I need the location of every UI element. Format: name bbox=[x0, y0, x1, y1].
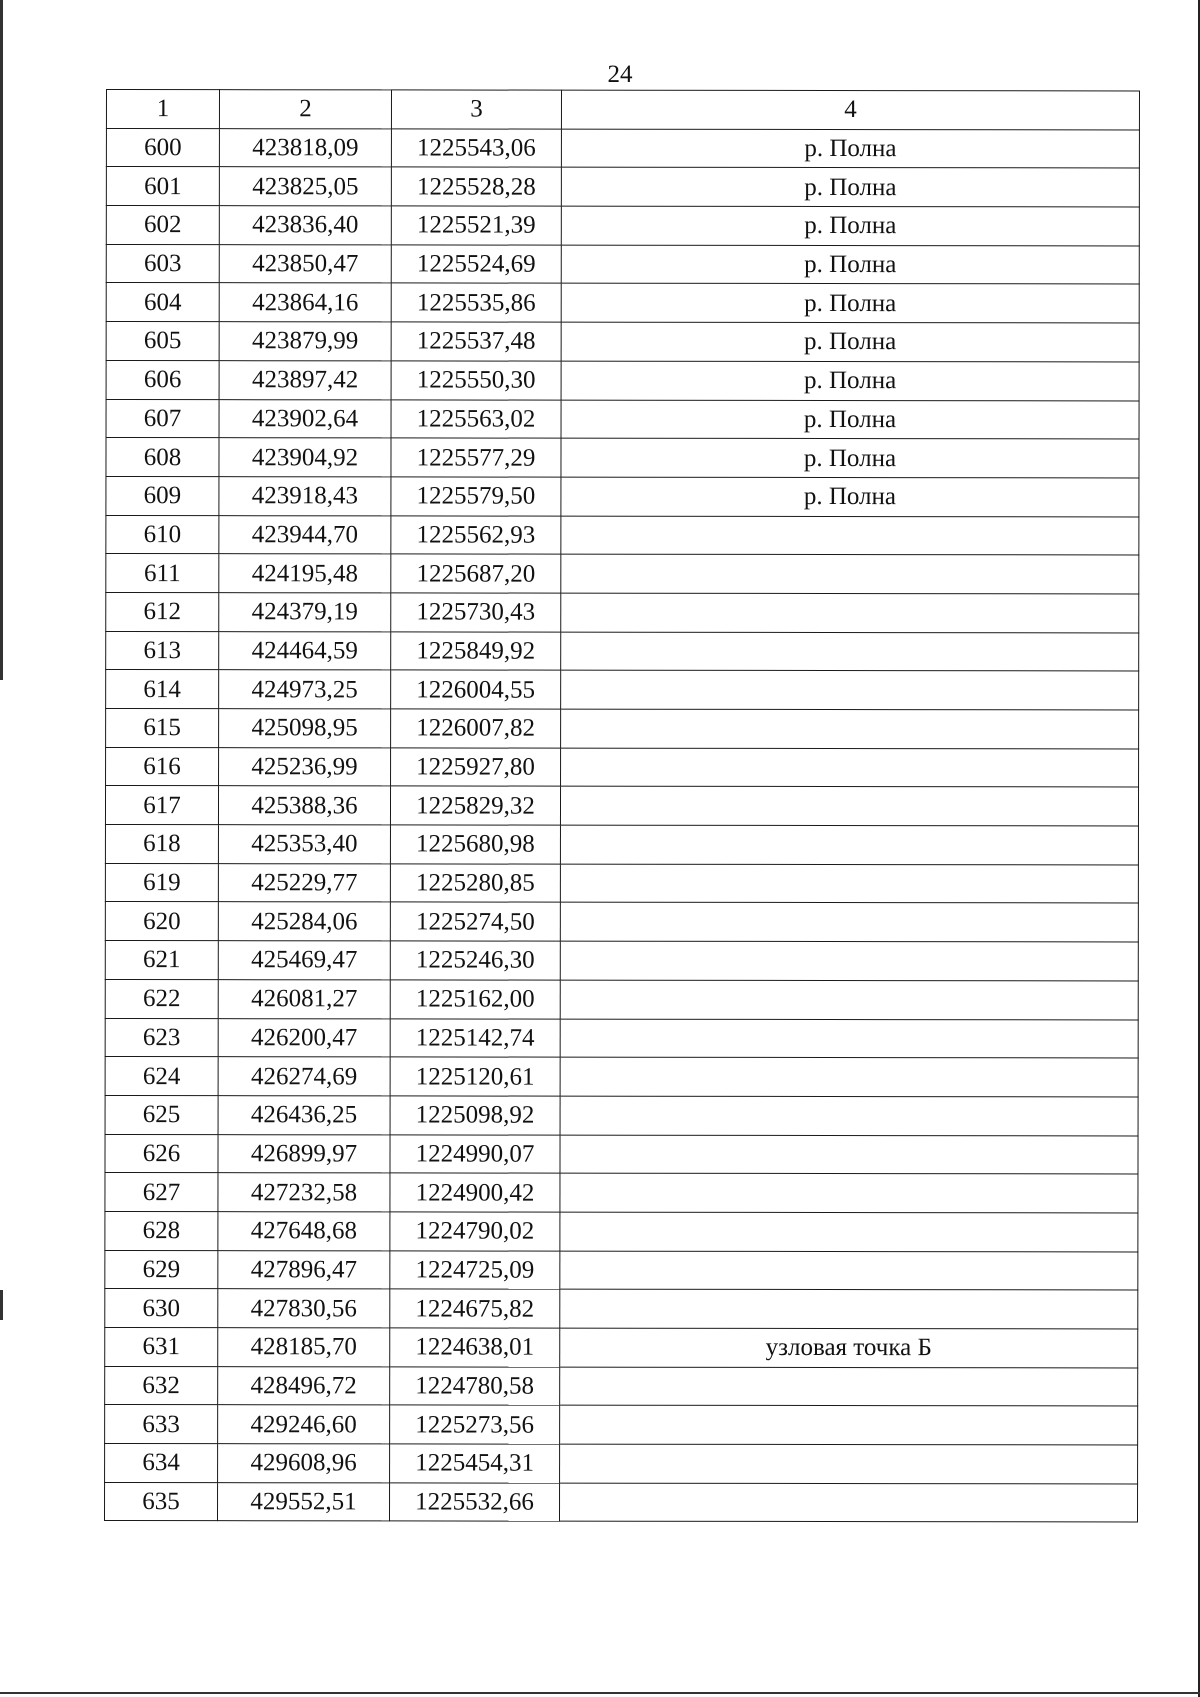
x-coordinate-cell: 423850,47 bbox=[219, 244, 391, 283]
table-row bbox=[105, 786, 1138, 826]
point-number-cell: 611 bbox=[106, 554, 219, 593]
point-number-cell: 602 bbox=[106, 206, 219, 245]
x-coordinate-cell: 426200,47 bbox=[218, 1018, 390, 1057]
description-cell bbox=[560, 1096, 1138, 1135]
table-row bbox=[105, 1057, 1138, 1097]
point-number-cell: 609 bbox=[106, 476, 219, 515]
point-number-cell: 627 bbox=[105, 1173, 218, 1212]
x-coordinate-cell: 424973,25 bbox=[219, 670, 391, 709]
y-coordinate-cell: 1225537,48 bbox=[391, 322, 561, 361]
y-coordinate-cell: 1224900,42 bbox=[390, 1173, 560, 1212]
description-cell: р. Полна bbox=[561, 438, 1139, 477]
description-cell: р. Полна bbox=[561, 206, 1139, 245]
x-coordinate-cell: 429608,96 bbox=[218, 1444, 390, 1483]
point-number-cell: 612 bbox=[106, 592, 219, 631]
table-row bbox=[106, 206, 1139, 246]
y-coordinate-cell: 1225829,32 bbox=[390, 786, 560, 825]
point-number-cell: 601 bbox=[106, 167, 219, 206]
table-row bbox=[105, 1444, 1138, 1484]
description-cell: р. Полна bbox=[561, 168, 1139, 207]
y-coordinate-cell: 1224725,09 bbox=[390, 1251, 560, 1290]
x-coordinate-cell: 423879,99 bbox=[219, 322, 391, 361]
point-number-cell: 625 bbox=[105, 1095, 218, 1134]
point-number-cell: 619 bbox=[105, 863, 218, 902]
description-cell bbox=[560, 1019, 1138, 1058]
description-cell bbox=[560, 1483, 1138, 1522]
x-coordinate-cell: 424464,59 bbox=[219, 631, 391, 670]
description-cell bbox=[560, 1251, 1138, 1290]
point-number-cell: 606 bbox=[106, 360, 219, 399]
y-coordinate-cell: 1224675,82 bbox=[390, 1289, 560, 1328]
point-number-cell: 615 bbox=[106, 709, 219, 748]
point-number-cell: 613 bbox=[106, 631, 219, 670]
column-header-1: 1 bbox=[106, 90, 219, 129]
table-row bbox=[105, 1134, 1138, 1174]
description-cell: р. Полна bbox=[561, 284, 1139, 323]
table-row bbox=[106, 244, 1139, 284]
x-coordinate-cell: 429552,51 bbox=[218, 1482, 390, 1521]
table-row bbox=[106, 128, 1139, 168]
coordinates-table bbox=[104, 89, 1140, 1523]
point-number-cell: 620 bbox=[105, 902, 218, 941]
table-row bbox=[105, 825, 1138, 865]
point-number-cell: 617 bbox=[105, 786, 218, 825]
scan-edge-bottom bbox=[0, 1692, 1200, 1694]
x-coordinate-cell: 427896,47 bbox=[218, 1250, 390, 1289]
description-cell: узловая точка Б bbox=[560, 1328, 1138, 1367]
y-coordinate-cell: 1225849,92 bbox=[391, 632, 561, 671]
x-coordinate-cell: 423836,40 bbox=[219, 206, 391, 245]
point-number-cell: 631 bbox=[105, 1327, 218, 1366]
table-row bbox=[105, 1250, 1138, 1290]
description-cell bbox=[560, 1057, 1138, 1096]
scan-edge-left-lower bbox=[0, 1290, 3, 1320]
x-coordinate-cell: 427830,56 bbox=[218, 1289, 390, 1328]
description-cell bbox=[561, 554, 1139, 593]
y-coordinate-cell: 1225142,74 bbox=[390, 1018, 560, 1057]
description-cell bbox=[560, 1367, 1138, 1406]
y-coordinate-cell: 1225524,69 bbox=[391, 245, 561, 284]
x-coordinate-cell: 426899,97 bbox=[218, 1134, 390, 1173]
y-coordinate-cell: 1225550,30 bbox=[391, 361, 561, 400]
description-cell bbox=[561, 670, 1139, 709]
description-cell bbox=[561, 593, 1139, 632]
description-cell bbox=[560, 1212, 1138, 1251]
description-cell bbox=[561, 516, 1139, 555]
x-coordinate-cell: 423825,05 bbox=[219, 167, 391, 206]
description-cell bbox=[560, 864, 1138, 903]
description-cell bbox=[560, 1406, 1138, 1445]
table-row bbox=[106, 476, 1139, 516]
y-coordinate-cell: 1225274,50 bbox=[390, 902, 560, 941]
table-row bbox=[105, 1366, 1138, 1406]
table-row bbox=[106, 283, 1139, 323]
point-number-cell: 614 bbox=[106, 670, 219, 709]
y-coordinate-cell: 1224638,01 bbox=[390, 1328, 560, 1367]
point-number-cell: 624 bbox=[105, 1057, 218, 1096]
x-coordinate-cell: 423904,92 bbox=[219, 438, 391, 477]
x-coordinate-cell: 424195,48 bbox=[219, 554, 391, 593]
page-number: 24 bbox=[607, 61, 633, 88]
y-coordinate-cell: 1224990,07 bbox=[390, 1134, 560, 1173]
y-coordinate-cell: 1225521,39 bbox=[391, 206, 561, 245]
point-number-cell: 600 bbox=[106, 128, 219, 167]
table-row bbox=[106, 399, 1139, 439]
description-cell bbox=[561, 632, 1139, 671]
table-row bbox=[105, 1289, 1138, 1329]
x-coordinate-cell: 423864,16 bbox=[219, 283, 391, 322]
x-coordinate-cell: 426274,69 bbox=[218, 1057, 390, 1096]
table-row bbox=[106, 322, 1139, 362]
y-coordinate-cell: 1225577,29 bbox=[391, 438, 561, 477]
description-cell bbox=[560, 903, 1138, 942]
table-row bbox=[105, 1405, 1138, 1445]
description-cell bbox=[560, 980, 1138, 1019]
x-coordinate-cell: 423902,64 bbox=[219, 399, 391, 438]
y-coordinate-cell: 1225579,50 bbox=[391, 477, 561, 516]
description-cell bbox=[560, 1135, 1138, 1174]
table-row bbox=[105, 1482, 1138, 1522]
point-number-cell: 616 bbox=[106, 747, 219, 786]
table-row bbox=[106, 670, 1139, 710]
y-coordinate-cell: 1225532,66 bbox=[390, 1483, 560, 1522]
table-row bbox=[105, 863, 1138, 903]
y-coordinate-cell: 1225543,06 bbox=[391, 129, 561, 168]
y-coordinate-cell: 1224790,02 bbox=[390, 1212, 560, 1251]
column-header-2: 2 bbox=[219, 90, 391, 129]
x-coordinate-cell: 425284,06 bbox=[218, 902, 390, 941]
x-coordinate-cell: 423897,42 bbox=[219, 360, 391, 399]
table-row bbox=[106, 360, 1139, 400]
y-coordinate-cell: 1225280,85 bbox=[390, 864, 560, 903]
y-coordinate-cell: 1224780,58 bbox=[390, 1367, 560, 1406]
y-coordinate-cell: 1226004,55 bbox=[391, 670, 561, 709]
description-cell: р. Полна bbox=[561, 400, 1139, 439]
description-cell bbox=[560, 1444, 1138, 1483]
x-coordinate-cell: 423818,09 bbox=[219, 128, 391, 167]
scan-edge-left-upper bbox=[0, 0, 3, 680]
point-number-cell: 621 bbox=[105, 941, 218, 980]
table-row bbox=[106, 438, 1139, 478]
x-coordinate-cell: 427232,58 bbox=[218, 1173, 390, 1212]
description-cell bbox=[560, 1289, 1138, 1328]
table-row bbox=[106, 592, 1139, 632]
table-row bbox=[105, 1018, 1138, 1058]
table-row bbox=[106, 167, 1139, 207]
point-number-cell: 634 bbox=[105, 1444, 218, 1483]
table-body bbox=[105, 128, 1140, 1522]
point-number-cell: 604 bbox=[106, 283, 219, 322]
x-coordinate-cell: 425388,36 bbox=[218, 786, 390, 825]
x-coordinate-cell: 425469,47 bbox=[218, 941, 390, 980]
x-coordinate-cell: 423918,43 bbox=[219, 477, 391, 516]
x-coordinate-cell: 425236,99 bbox=[219, 747, 391, 786]
description-cell: р. Полна bbox=[561, 322, 1139, 361]
point-number-cell: 622 bbox=[105, 979, 218, 1018]
y-coordinate-cell: 1225730,43 bbox=[391, 593, 561, 632]
point-number-cell: 605 bbox=[106, 322, 219, 361]
table-row bbox=[106, 709, 1139, 749]
description-cell bbox=[561, 709, 1139, 748]
point-number-cell: 623 bbox=[105, 1018, 218, 1057]
x-coordinate-cell: 428185,70 bbox=[218, 1328, 390, 1367]
y-coordinate-cell: 1225162,00 bbox=[390, 980, 560, 1019]
point-number-cell: 618 bbox=[105, 825, 218, 864]
table-row bbox=[105, 1327, 1138, 1367]
point-number-cell: 632 bbox=[105, 1366, 218, 1405]
y-coordinate-cell: 1225927,80 bbox=[391, 748, 561, 787]
description-cell: р. Полна bbox=[561, 477, 1139, 516]
x-coordinate-cell: 425098,95 bbox=[219, 709, 391, 748]
table-row bbox=[106, 631, 1139, 671]
point-number-cell: 630 bbox=[105, 1289, 218, 1328]
table-row bbox=[106, 554, 1139, 594]
x-coordinate-cell: 428496,72 bbox=[218, 1366, 390, 1405]
y-coordinate-cell: 1225528,28 bbox=[391, 167, 561, 206]
y-coordinate-cell: 1225246,30 bbox=[390, 941, 560, 980]
y-coordinate-cell: 1225098,92 bbox=[390, 1096, 560, 1135]
table-row bbox=[105, 1173, 1138, 1213]
point-number-cell: 610 bbox=[106, 515, 219, 554]
description-cell bbox=[560, 787, 1138, 826]
table-row bbox=[105, 941, 1138, 981]
table-row bbox=[105, 1095, 1138, 1135]
x-coordinate-cell: 427648,68 bbox=[218, 1212, 390, 1251]
point-number-cell: 628 bbox=[105, 1211, 218, 1250]
point-number-cell: 607 bbox=[106, 399, 219, 438]
y-coordinate-cell: 1225273,56 bbox=[390, 1405, 560, 1444]
description-cell: р. Полна bbox=[561, 129, 1139, 168]
table-row bbox=[105, 902, 1138, 942]
point-number-cell: 635 bbox=[105, 1482, 218, 1521]
description-cell bbox=[560, 941, 1138, 980]
x-coordinate-cell: 426436,25 bbox=[218, 1096, 390, 1135]
y-coordinate-cell: 1225535,86 bbox=[391, 283, 561, 322]
y-coordinate-cell: 1225454,31 bbox=[390, 1444, 560, 1483]
x-coordinate-cell: 425353,40 bbox=[218, 825, 390, 864]
description-cell: р. Полна bbox=[561, 361, 1139, 400]
description-cell bbox=[560, 825, 1138, 864]
x-coordinate-cell: 429246,60 bbox=[218, 1405, 390, 1444]
table-header-row bbox=[106, 90, 1139, 130]
point-number-cell: 633 bbox=[105, 1405, 218, 1444]
x-coordinate-cell: 426081,27 bbox=[218, 979, 390, 1018]
table-row bbox=[105, 979, 1138, 1019]
table-row bbox=[105, 1211, 1138, 1251]
point-number-cell: 608 bbox=[106, 438, 219, 477]
point-number-cell: 629 bbox=[105, 1250, 218, 1289]
description-cell bbox=[561, 748, 1139, 787]
point-number-cell: 603 bbox=[106, 244, 219, 283]
x-coordinate-cell: 425229,77 bbox=[218, 863, 390, 902]
y-coordinate-cell: 1225687,20 bbox=[391, 554, 561, 593]
column-header-3: 3 bbox=[391, 90, 561, 129]
y-coordinate-cell: 1225680,98 bbox=[390, 825, 560, 864]
table-row bbox=[106, 747, 1139, 787]
x-coordinate-cell: 423944,70 bbox=[219, 515, 391, 554]
y-coordinate-cell: 1225563,02 bbox=[391, 399, 561, 438]
y-coordinate-cell: 1226007,82 bbox=[391, 709, 561, 748]
description-cell bbox=[560, 1173, 1138, 1212]
point-number-cell: 626 bbox=[105, 1134, 218, 1173]
y-coordinate-cell: 1225120,61 bbox=[390, 1057, 560, 1096]
description-cell: р. Полна bbox=[561, 245, 1139, 284]
table-row bbox=[106, 515, 1139, 555]
column-header-4: 4 bbox=[561, 90, 1139, 129]
y-coordinate-cell: 1225562,93 bbox=[391, 515, 561, 554]
x-coordinate-cell: 424379,19 bbox=[219, 593, 391, 632]
